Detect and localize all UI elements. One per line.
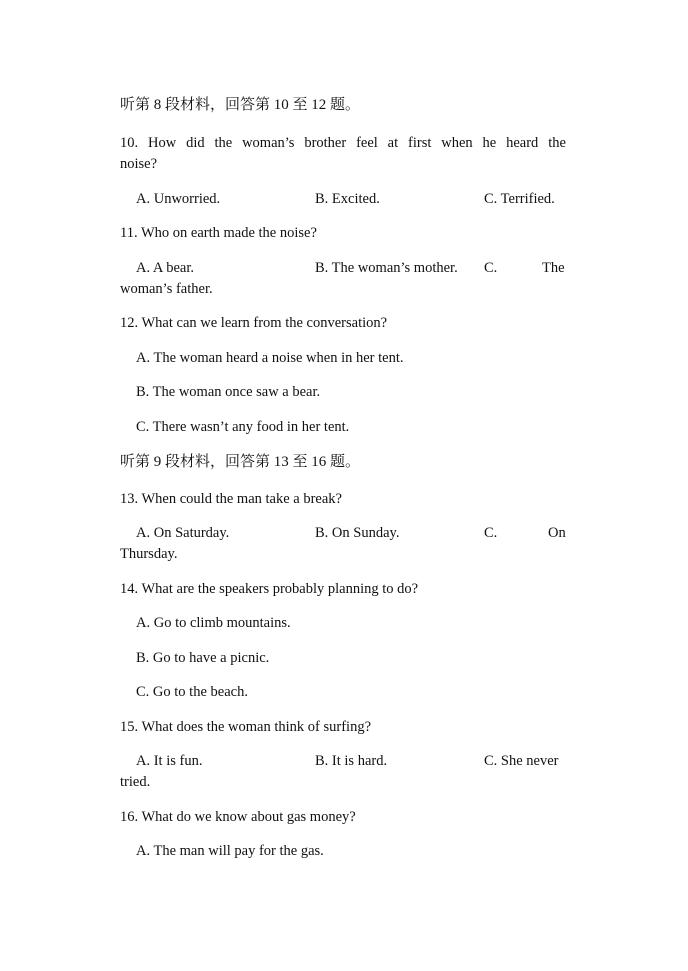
question-11-option-a: A. A bear. <box>136 260 194 276</box>
question-10-option-b: B. Excited. <box>315 191 380 207</box>
question-13-option-c-word: On <box>548 525 566 541</box>
question-10-line2: noise? <box>120 156 158 172</box>
question-12-text: 12. What can we learn from the conversation? <box>120 315 388 331</box>
question-11-option-c-word: The <box>542 260 565 276</box>
question-11-option-c-label: C. <box>484 260 498 276</box>
question-12-option-b: B. The woman once saw a bear. <box>136 384 321 400</box>
question-10-option-c: C. Terrified. <box>484 191 555 207</box>
question-11-text: 11. Who on earth made the noise? <box>120 225 317 241</box>
question-14-text: 14. What are the speakers probably planning to do? <box>120 581 419 597</box>
question-16-option-a: A. The man will pay for the gas. <box>136 843 324 859</box>
word: the <box>548 135 566 151</box>
question-15-option-a: A. It is fun. <box>136 753 203 769</box>
question-14-option-a: A. Go to climb mountains. <box>136 615 291 631</box>
question-15-option-b: B. It is hard. <box>315 753 388 769</box>
word: brother <box>304 135 347 151</box>
section-heading: 听第 9 段材料，回答第 13 至 16 题。 <box>120 454 361 470</box>
question-13-option-b: B. On Sunday. <box>315 525 400 541</box>
word: feel <box>356 135 378 151</box>
question-13-option-c-continued: Thursday. <box>120 546 178 562</box>
word: the <box>214 135 233 151</box>
question-11-option-b: B. The woman’s mother. <box>315 260 458 276</box>
word: woman’s <box>242 135 295 151</box>
question-15-option-c-continued: tried. <box>120 774 151 790</box>
question-15-option-c: C. She never <box>484 753 559 769</box>
question-11-option-c-continued: woman’s father. <box>120 281 213 297</box>
question-14-option-c: C. Go to the beach. <box>136 684 248 700</box>
word: he <box>482 135 497 151</box>
question-13-option-a: A. On Saturday. <box>136 525 230 541</box>
question-10-option-a: A. Unworried. <box>136 191 221 207</box>
question-13-option-c-label: C. <box>484 525 498 541</box>
question-14-option-b: B. Go to have a picnic. <box>136 650 270 666</box>
section-heading: 听第 8 段材料，回答第 10 至 12 题。 <box>120 97 361 113</box>
question-15-text: 15. What does the woman think of surfing? <box>120 719 372 735</box>
word: heard <box>506 135 539 151</box>
word: How <box>148 135 177 151</box>
word: 10. <box>120 135 139 151</box>
word: at <box>387 135 399 151</box>
question-12-option-a: A. The woman heard a noise when in her tent. <box>136 350 404 366</box>
question-12-option-c: C. There wasn’t any food in her tent. <box>136 419 350 435</box>
word: when <box>441 135 473 151</box>
question-13-text: 13. When could the man take a break? <box>120 491 342 507</box>
question-10-line1 <box>120 134 566 152</box>
question-16-text: 16. What do we know about gas money? <box>120 809 356 825</box>
word: first <box>408 135 432 151</box>
word: did <box>186 135 205 151</box>
